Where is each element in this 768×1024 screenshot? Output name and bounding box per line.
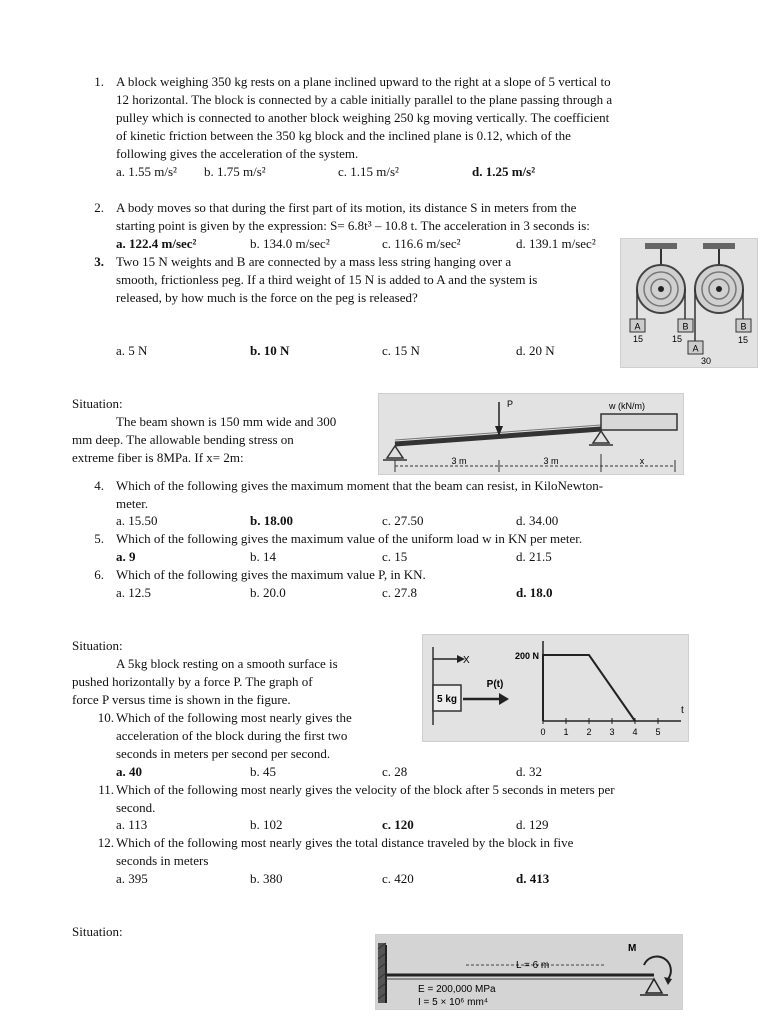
situation-text: pushed horizontally by a force P. The graph of: [72, 674, 313, 689]
beam-figure: [378, 393, 684, 475]
dimension-label: 3 m: [451, 456, 467, 466]
load-w-label: w (kN/m): [609, 401, 645, 411]
load-p-label: P: [507, 399, 514, 409]
peak-force-label: 200 N: [514, 651, 539, 661]
question-text: 12 horizontal. The block is connected by a cable initially parallel to the plane passing through a: [116, 92, 613, 107]
x-axis-label: X: [463, 655, 470, 666]
choice-d-answer: d. 413: [516, 871, 550, 886]
choice-d: d. 139.1 m/sec²: [516, 236, 596, 251]
choice-a: a. 1.55 m/s²: [116, 164, 177, 179]
choice-b: b. 380: [250, 871, 283, 886]
choice-b: b. 102: [250, 817, 283, 832]
pulley-diagram: [621, 239, 757, 367]
force-time-figure: [422, 634, 689, 742]
uniform-load-block: [601, 414, 677, 430]
choice-a: a. 395: [116, 871, 148, 886]
question-text: Which of the following most nearly gives the: [116, 710, 352, 725]
pin-support: [646, 979, 662, 993]
inertia-label: I = 5 × 10⁶ mm⁴: [418, 997, 489, 1008]
modulus-label: E = 200,000 MPa: [418, 984, 496, 995]
time-tick-label: 1: [563, 727, 569, 737]
force-curve: [543, 655, 635, 721]
question-text: Which of the following gives the maximum moment that the beam can resist, in KiloNewton-: [116, 478, 604, 493]
choice-b-answer: b. 18.00: [250, 513, 293, 528]
time-axis-label: t: [681, 705, 684, 716]
choice-b: b. 14: [250, 549, 276, 564]
cantilever-diagram: [376, 935, 682, 1009]
choice-c: c. 1.15 m/s²: [338, 164, 399, 179]
choice-c: c. 15 N: [382, 343, 420, 358]
question-text: of kinetic friction between the 350 kg block and the inclined plane is 0.12, which of the: [116, 128, 571, 143]
question-text: second.: [116, 800, 156, 815]
situation-text: The beam shown is 150 mm wide and 300: [116, 414, 337, 429]
label-a: A: [692, 343, 699, 354]
choice-c: c. 27.8: [382, 585, 418, 600]
question-text: seconds in meters: [116, 853, 209, 868]
dimension-label: 3 m: [543, 456, 559, 466]
choice-d: d. 34.00: [516, 513, 559, 528]
weight-label: 30: [700, 356, 712, 366]
time-tick-label: 4: [632, 727, 638, 737]
question-number: 11.: [98, 782, 114, 797]
moment-label: M: [628, 943, 637, 954]
situation-heading: Situation:: [72, 638, 123, 653]
choice-b: b. 20.0: [250, 585, 286, 600]
question-number: 1.: [94, 74, 104, 89]
time-tick-label: 5: [655, 727, 661, 737]
choice-b: b. 134.0 m/sec²: [250, 236, 330, 251]
weight-label: 15: [632, 334, 644, 344]
choice-c: c. 116.6 m/sec²: [382, 236, 461, 251]
ceiling-support: [645, 243, 677, 249]
question-number: 5.: [94, 531, 104, 546]
question-text: Which of the following gives the maximum value P, in KN.: [116, 567, 426, 582]
question-number: 4.: [94, 478, 104, 493]
label-b: B: [682, 321, 689, 332]
question-text: smooth, frictionless peg. If a third weight of 15 N is added to A and the system is: [116, 272, 538, 287]
question-text: Two 15 N weights and B are connected by a mass less string hanging over a: [116, 254, 512, 269]
situation-text: extreme fiber is 8MPa. If x= 2m:: [72, 450, 244, 465]
choice-d: d. 21.5: [516, 549, 552, 564]
choice-a-answer: a. 40: [116, 764, 142, 779]
situation-heading: Situation:: [72, 924, 123, 939]
cantilever-figure: [375, 934, 683, 1010]
beam-diagram: [379, 394, 683, 474]
situation-text: A 5kg block resting on a smooth surface is: [116, 656, 338, 671]
question-text: Which of the following most nearly gives the velocity of the block after 5 seconds in meters per: [116, 782, 615, 797]
choice-a: a. 5 N: [116, 343, 148, 358]
pulley-figure: [620, 238, 758, 368]
question-text: seconds in meters per second per second.: [116, 746, 331, 761]
question-text: pulley which is connected to another block weighing 250 kg moving vertically. The coefficient: [116, 110, 610, 125]
choice-c: c. 420: [382, 871, 414, 886]
force-label: P(t): [486, 679, 504, 690]
force-time-diagram: [423, 635, 688, 741]
question-number: 2.: [94, 200, 104, 215]
choice-a: a. 12.5: [116, 585, 152, 600]
dimension-label: x: [639, 456, 645, 466]
label-a: A: [634, 321, 641, 332]
question-number: 12.: [97, 835, 114, 850]
question-text: released, by how much is the force on the peg is released?: [116, 290, 418, 305]
time-tick-label: 2: [586, 727, 592, 737]
choice-a-answer: a. 9: [116, 549, 136, 564]
question-text: meter.: [116, 496, 149, 511]
question-text: Which of the following gives the maximum value of the uniform load w in KN per meter.: [116, 531, 583, 546]
situation-text: mm deep. The allowable bending stress on: [72, 432, 294, 447]
choice-d: d. 129: [516, 817, 549, 832]
choice-d-answer: d. 18.0: [516, 585, 553, 600]
choice-a: a. 113: [116, 817, 148, 832]
choice-c-answer: c. 120: [382, 817, 414, 832]
weight-label: 15: [737, 335, 749, 345]
time-tick-label: 3: [609, 727, 615, 737]
question-text: acceleration of the block during the first two: [116, 728, 348, 743]
choice-d-answer: d. 1.25 m/s²: [472, 164, 536, 179]
choice-a-answer: a. 122.4 m/sec²: [116, 236, 197, 251]
choice-d: d. 32: [516, 764, 542, 779]
time-tick-label: 0: [540, 727, 546, 737]
pin-support: [387, 446, 403, 458]
question-text: Which of the following most nearly gives the total distance traveled by the block in five: [116, 835, 574, 850]
question-text: A block weighing 350 kg rests on a plane inclined upward to the right at a slope of 5 vertical to: [116, 74, 611, 89]
question-number: 6.: [94, 567, 104, 582]
choice-c: c. 27.50: [382, 513, 424, 528]
question-number: 3.: [94, 254, 104, 269]
roller-support: [593, 431, 609, 443]
label-b: B: [740, 321, 747, 332]
question-text: starting point is given by the expression: S= 6.8t³ – 10.8 t. The acceleration in 3 seconds is:: [116, 218, 590, 233]
choice-b: b. 1.75 m/s²: [204, 164, 266, 179]
choice-b: b. 45: [250, 764, 276, 779]
choice-d: d. 20 N: [516, 343, 555, 358]
question-number: 10.: [97, 710, 114, 725]
length-label: L = 6 m: [516, 960, 550, 971]
choice-b-answer: b. 10 N: [250, 343, 290, 358]
choice-c: c. 15: [382, 549, 408, 564]
situation-text: force P versus time is shown in the figure.: [72, 692, 291, 707]
question-text: following gives the acceleration of the system.: [116, 146, 359, 161]
weight-label: 15: [671, 334, 683, 344]
situation-heading: Situation:: [72, 396, 123, 411]
ceiling-support: [703, 243, 735, 249]
mass-label: 5 kg: [436, 694, 458, 705]
choice-a: a. 15.50: [116, 513, 158, 528]
choice-c: c. 28: [382, 764, 408, 779]
question-text: A body moves so that during the first part of its motion, its distance S in meters from the: [116, 200, 577, 215]
